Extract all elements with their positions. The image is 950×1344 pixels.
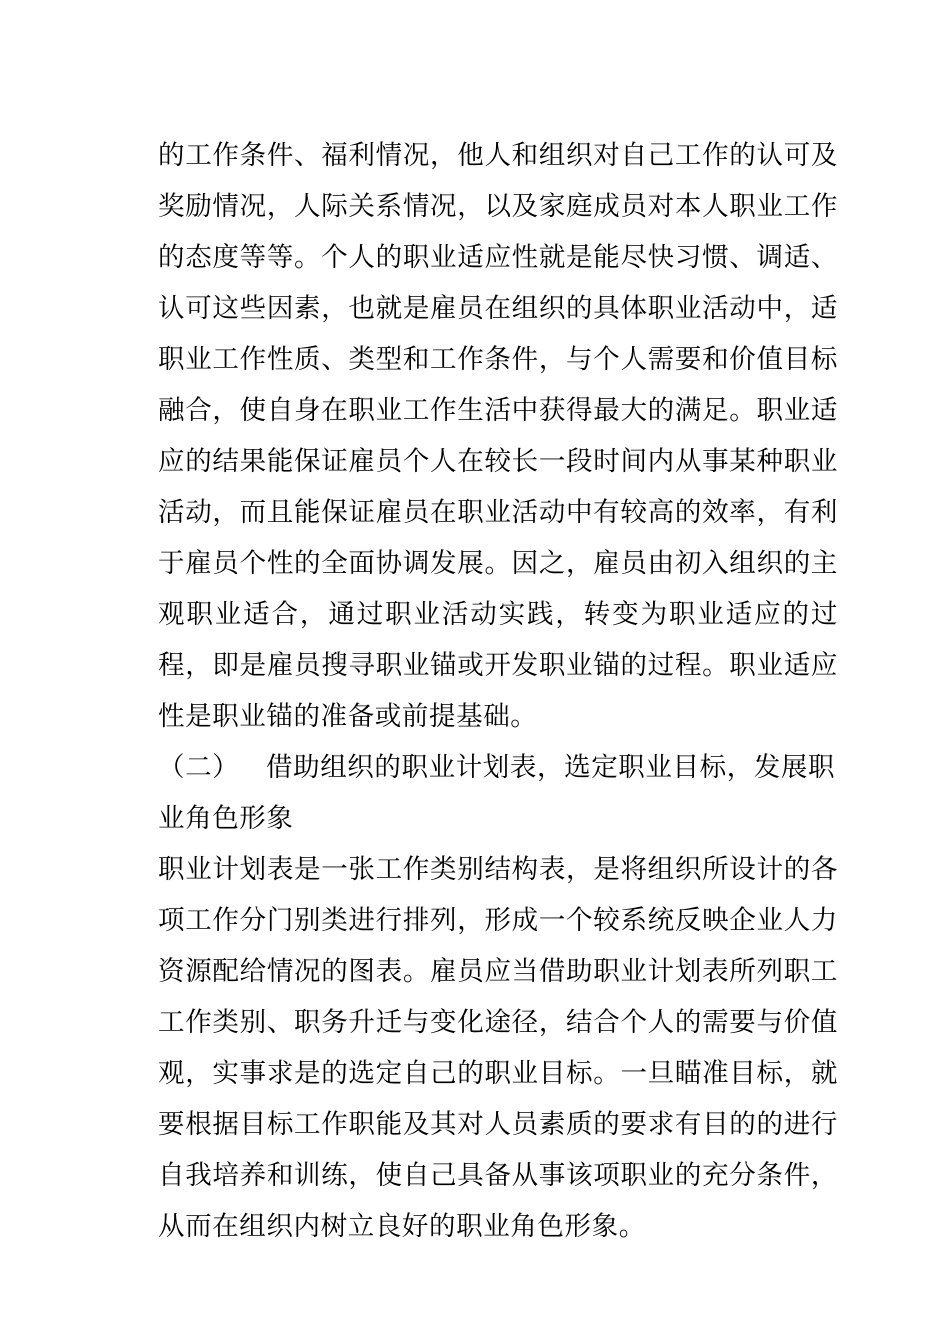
- paragraph-1-line: 奖励情况，人际关系情况，以及家庭成员对本人职业工作: [158, 191, 838, 222]
- paragraph-1-line: 的态度等等。个人的职业适应性就是能尽快习惯、调适、: [158, 242, 838, 273]
- paragraph-1-line: 观职业适合，通过职业活动实践，转变为职业适应的过: [158, 599, 838, 630]
- paragraph-1-line: 应的结果能保证雇员个人在较长一段时间内从事某种职业: [158, 446, 838, 477]
- paragraph-1-line: 程，即是雇员搜寻职业锚或开发职业锚的过程。职业适应: [158, 650, 838, 681]
- paragraph-2-line: 资源配给情况的图表。雇员应当借助职业计划表所列职工: [158, 956, 838, 987]
- paragraph-2-line: 从而在组织内树立良好的职业角色形象。: [158, 1211, 646, 1242]
- paragraph-2-line: 项工作分门别类进行排列，形成一个较系统反映企业人力: [158, 905, 838, 936]
- paragraph-1-line: 职业工作性质、类型和工作条件，与个人需要和价值目标: [158, 344, 838, 375]
- paragraph-1-line: 认可这些因素，也就是雇员在组织的具体职业活动中，适: [158, 293, 838, 324]
- section-heading-text: 借助组织的职业计划表，选定职业目标，发展职: [266, 752, 836, 783]
- paragraph-1-line: 的工作条件、福利情况，他人和组织对自己工作的认可及: [158, 140, 838, 171]
- paragraph-1-line: 于雇员个性的全面协调发展。因之，雇员由初入组织的主: [158, 548, 838, 579]
- section-heading: [158, 748, 838, 788]
- paragraph-1-line: 活动，而且能保证雇员在职业活动中有较高的效率，有利: [158, 497, 838, 528]
- paragraph-2-line: 职业计划表是一张工作类别结构表，是将组织所设计的各: [158, 854, 838, 885]
- paragraph-1-line: 融合，使自身在职业工作生活中获得最大的满足。职业适: [158, 395, 838, 426]
- paragraph-1-line: 性是职业锚的准备或前提基础。: [158, 701, 538, 732]
- paragraph-2-line: 观，实事求是的选定自己的职业目标。一旦瞄准目标，就: [158, 1058, 838, 1089]
- section-number: （二）: [158, 752, 240, 783]
- section-heading-continuation: 业角色形象: [158, 803, 294, 834]
- paragraph-2-line: 自我培养和训练，使自己具备从事该项职业的充分条件，: [158, 1160, 838, 1191]
- paragraph-2-line: 要根据目标工作职能及其对人员素质的要求有目的的进行: [158, 1109, 838, 1140]
- paragraph-2-line: 工作类别、职务升迁与变化途径，结合个人的需要与价值: [158, 1007, 838, 1038]
